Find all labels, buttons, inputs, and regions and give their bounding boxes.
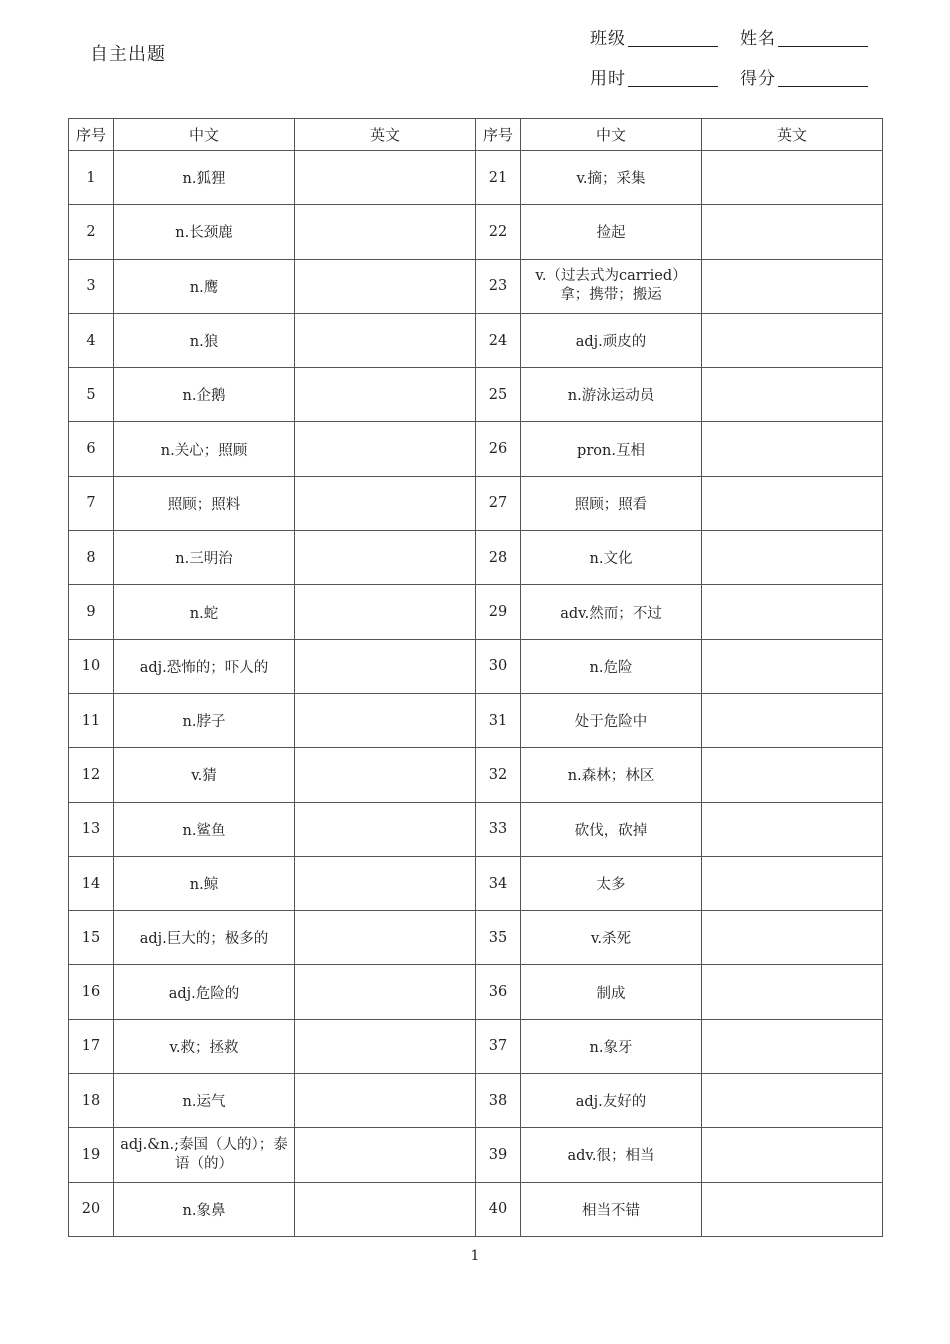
english-answer-cell[interactable] xyxy=(295,205,476,259)
table-row xyxy=(69,151,883,205)
english-answer-cell[interactable] xyxy=(702,639,883,693)
chinese-meaning: n.脖子 xyxy=(114,693,295,747)
english-answer-cell[interactable] xyxy=(295,1182,476,1236)
english-answer-cell[interactable] xyxy=(702,693,883,747)
item-number: 18 xyxy=(69,1074,114,1128)
chinese-meaning: 照顾；照看 xyxy=(521,476,702,530)
english-answer-cell[interactable] xyxy=(295,748,476,802)
page-title: 自主出题 xyxy=(90,44,166,65)
chinese-meaning: 太多 xyxy=(521,856,702,910)
chinese-meaning: n.文化 xyxy=(521,531,702,585)
english-answer-cell[interactable] xyxy=(702,965,883,1019)
item-number: 29 xyxy=(476,585,521,639)
chinese-meaning: adj.友好的 xyxy=(521,1074,702,1128)
chinese-meaning: 相当不错 xyxy=(521,1182,702,1236)
english-answer-cell[interactable] xyxy=(295,368,476,422)
chinese-meaning: adj.巨大的；极多的 xyxy=(114,911,295,965)
table-row xyxy=(69,856,883,910)
chinese-meaning: n.鲸 xyxy=(114,856,295,910)
table-row xyxy=(69,748,883,802)
chinese-meaning: v.（过去式为carried）拿；携带；搬运 xyxy=(521,259,702,313)
chinese-meaning: v.猜 xyxy=(114,748,295,802)
english-answer-cell[interactable] xyxy=(295,422,476,476)
english-answer-cell[interactable] xyxy=(702,313,883,367)
chinese-meaning: 制成 xyxy=(521,965,702,1019)
item-number: 10 xyxy=(69,639,114,693)
english-answer-cell[interactable] xyxy=(295,911,476,965)
table-row xyxy=(69,965,883,1019)
chinese-meaning: pron.互相 xyxy=(521,422,702,476)
item-number: 17 xyxy=(69,1019,114,1073)
item-number: 28 xyxy=(476,531,521,585)
item-number: 22 xyxy=(476,205,521,259)
class-field[interactable] xyxy=(590,24,718,49)
chinese-meaning: n.运气 xyxy=(114,1074,295,1128)
english-answer-cell[interactable] xyxy=(702,802,883,856)
item-number: 40 xyxy=(476,1182,521,1236)
item-number: 15 xyxy=(69,911,114,965)
table-row xyxy=(69,422,883,476)
chinese-meaning: v.摘；采集 xyxy=(521,151,702,205)
table-row xyxy=(69,368,883,422)
english-answer-cell[interactable] xyxy=(295,693,476,747)
chinese-meaning: adv.然而；不过 xyxy=(521,585,702,639)
name-label: 姓名 xyxy=(740,29,776,49)
chinese-meaning: n.关心；照顾 xyxy=(114,422,295,476)
time-blank[interactable] xyxy=(628,86,718,87)
time-field[interactable] xyxy=(590,64,718,89)
table-row xyxy=(69,531,883,585)
table-row xyxy=(69,476,883,530)
chinese-meaning: n.危险 xyxy=(521,639,702,693)
table-row xyxy=(69,1074,883,1128)
english-answer-cell[interactable] xyxy=(702,911,883,965)
item-number: 23 xyxy=(476,259,521,313)
chinese-meaning: adj.危险的 xyxy=(114,965,295,1019)
english-answer-cell[interactable] xyxy=(702,1074,883,1128)
english-answer-cell[interactable] xyxy=(702,1128,883,1182)
english-answer-cell[interactable] xyxy=(702,151,883,205)
english-answer-cell[interactable] xyxy=(295,856,476,910)
table-row xyxy=(69,259,883,313)
item-number: 21 xyxy=(476,151,521,205)
table-row xyxy=(69,639,883,693)
item-number: 11 xyxy=(69,693,114,747)
english-answer-cell[interactable] xyxy=(295,151,476,205)
item-number: 6 xyxy=(69,422,114,476)
class-blank[interactable] xyxy=(628,46,718,47)
item-number: 24 xyxy=(476,313,521,367)
chinese-meaning: n.长颈鹿 xyxy=(114,205,295,259)
english-answer-cell[interactable] xyxy=(295,531,476,585)
english-answer-cell[interactable] xyxy=(295,1128,476,1182)
english-answer-cell[interactable] xyxy=(295,313,476,367)
chinese-meaning: n.三明治 xyxy=(114,531,295,585)
chinese-meaning: n.森林；林区 xyxy=(521,748,702,802)
item-number: 31 xyxy=(476,693,521,747)
header-english: 英文 xyxy=(295,119,476,151)
table-row xyxy=(69,585,883,639)
item-number: 13 xyxy=(69,802,114,856)
chinese-meaning: n.鹰 xyxy=(114,259,295,313)
item-number: 16 xyxy=(69,965,114,1019)
chinese-meaning: adj.顽皮的 xyxy=(521,313,702,367)
chinese-meaning: n.象鼻 xyxy=(114,1182,295,1236)
table-row xyxy=(69,1128,883,1182)
item-number: 20 xyxy=(69,1182,114,1236)
english-answer-cell[interactable] xyxy=(702,205,883,259)
header-number: 序号 xyxy=(69,119,114,151)
item-number: 1 xyxy=(69,151,114,205)
item-number: 9 xyxy=(69,585,114,639)
chinese-meaning: v.杀死 xyxy=(521,911,702,965)
item-number: 4 xyxy=(69,313,114,367)
item-number: 8 xyxy=(69,531,114,585)
english-answer-cell[interactable] xyxy=(702,856,883,910)
chinese-meaning: adv.很；相当 xyxy=(521,1128,702,1182)
header-english: 英文 xyxy=(702,119,883,151)
chinese-meaning: adj.&n.;泰国（人的）；泰语（的） xyxy=(114,1128,295,1182)
english-answer-cell[interactable] xyxy=(702,368,883,422)
english-answer-cell[interactable] xyxy=(702,422,883,476)
item-number: 27 xyxy=(476,476,521,530)
item-number: 34 xyxy=(476,856,521,910)
english-answer-cell[interactable] xyxy=(295,1074,476,1128)
table-row xyxy=(69,693,883,747)
item-number: 30 xyxy=(476,639,521,693)
english-answer-cell[interactable] xyxy=(295,1019,476,1073)
table-row xyxy=(69,205,883,259)
english-answer-cell[interactable] xyxy=(702,1019,883,1073)
time-label: 用时 xyxy=(590,69,626,89)
item-number: 32 xyxy=(476,748,521,802)
chinese-meaning: n.鲨鱼 xyxy=(114,802,295,856)
english-answer-cell[interactable] xyxy=(295,965,476,1019)
chinese-meaning: n.企鹅 xyxy=(114,368,295,422)
class-label: 班级 xyxy=(590,29,626,49)
item-number: 25 xyxy=(476,368,521,422)
table-row xyxy=(69,1019,883,1073)
item-number: 12 xyxy=(69,748,114,802)
name-blank[interactable] xyxy=(778,46,868,47)
chinese-meaning: n.狼 xyxy=(114,313,295,367)
header-number: 序号 xyxy=(476,119,521,151)
english-answer-cell[interactable] xyxy=(702,748,883,802)
english-answer-cell[interactable] xyxy=(702,531,883,585)
item-number: 3 xyxy=(69,259,114,313)
english-answer-cell[interactable] xyxy=(295,585,476,639)
chinese-meaning: n.蛇 xyxy=(114,585,295,639)
page-number: 1 xyxy=(470,1248,480,1264)
chinese-meaning: v.救；拯救 xyxy=(114,1019,295,1073)
chinese-meaning: adj.恐怖的；吓人的 xyxy=(114,639,295,693)
header-chinese: 中文 xyxy=(114,119,295,151)
item-number: 33 xyxy=(476,802,521,856)
table-row xyxy=(69,802,883,856)
item-number: 7 xyxy=(69,476,114,530)
item-number: 26 xyxy=(476,422,521,476)
table-header-row xyxy=(69,119,883,151)
english-answer-cell[interactable] xyxy=(702,585,883,639)
english-answer-cell[interactable] xyxy=(295,476,476,530)
item-number: 14 xyxy=(69,856,114,910)
english-answer-cell[interactable] xyxy=(295,639,476,693)
english-answer-cell[interactable] xyxy=(702,1182,883,1236)
chinese-meaning: n.游泳运动员 xyxy=(521,368,702,422)
chinese-meaning: 捡起 xyxy=(521,205,702,259)
item-number: 37 xyxy=(476,1019,521,1073)
chinese-meaning: 照顾；照料 xyxy=(114,476,295,530)
score-blank[interactable] xyxy=(778,86,868,87)
chinese-meaning: 处于危险中 xyxy=(521,693,702,747)
english-answer-cell[interactable] xyxy=(702,476,883,530)
score-label: 得分 xyxy=(740,69,776,89)
header-chinese: 中文 xyxy=(521,119,702,151)
chinese-meaning: n.象牙 xyxy=(521,1019,702,1073)
name-field[interactable] xyxy=(740,24,868,49)
item-number: 38 xyxy=(476,1074,521,1128)
item-number: 39 xyxy=(476,1128,521,1182)
english-answer-cell[interactable] xyxy=(295,259,476,313)
vocabulary-table xyxy=(68,118,883,1237)
english-answer-cell[interactable] xyxy=(295,802,476,856)
table-row xyxy=(69,313,883,367)
chinese-meaning: 砍伐，砍掉 xyxy=(521,802,702,856)
item-number: 19 xyxy=(69,1128,114,1182)
item-number: 2 xyxy=(69,205,114,259)
english-answer-cell[interactable] xyxy=(702,259,883,313)
score-field[interactable] xyxy=(740,64,868,89)
table-row xyxy=(69,911,883,965)
item-number: 36 xyxy=(476,965,521,1019)
item-number: 35 xyxy=(476,911,521,965)
chinese-meaning: n.狐狸 xyxy=(114,151,295,205)
item-number: 5 xyxy=(69,368,114,422)
table-row xyxy=(69,1182,883,1236)
